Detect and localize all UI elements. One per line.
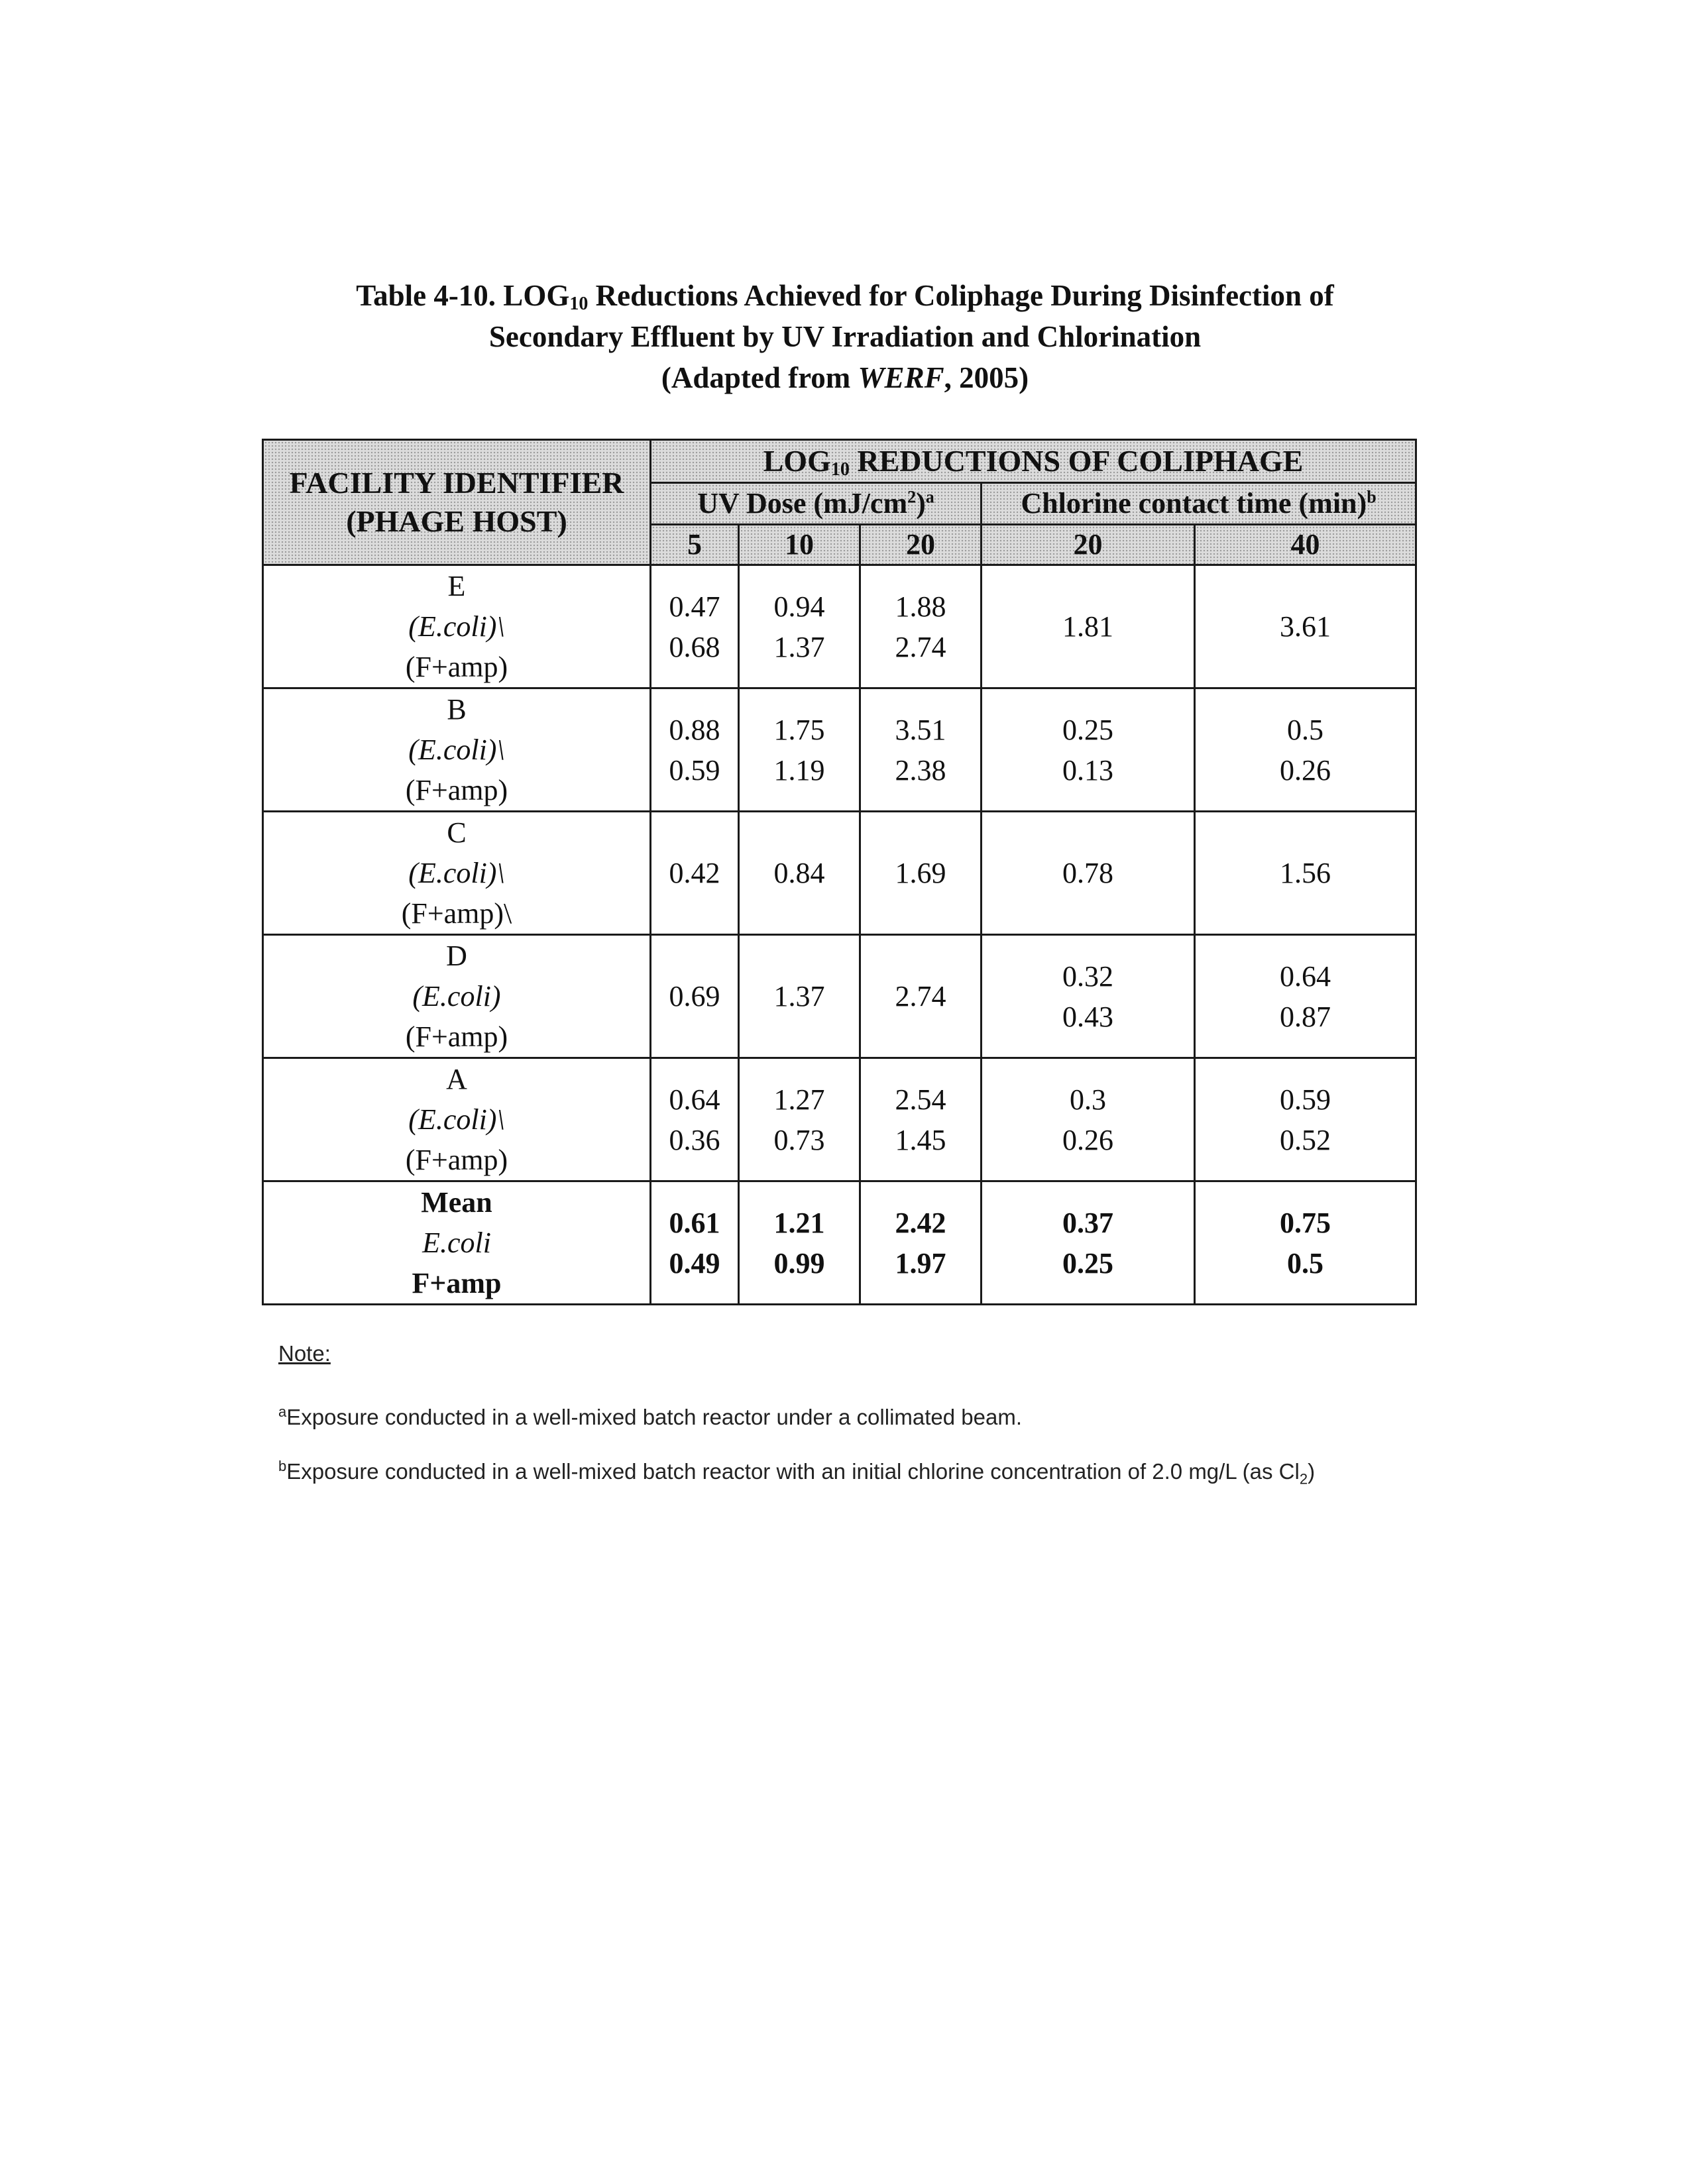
footnote-b: $^b$Exposure conducted in a well-mixed batch reactor with an initial chlorine concentration of 2.0 mg/L (as $Cl_2$) xyxy=(278,1458,1316,1488)
phage-host-ecoli: (E.coli)\ xyxy=(408,734,505,766)
cell-cl20-value: 0.43 xyxy=(1062,1000,1113,1033)
cell-uv20-value: 1.69 xyxy=(895,857,946,889)
cell-uv5-value: 0.47 xyxy=(669,590,720,623)
cell-uv10-value: 0.99 xyxy=(773,1246,825,1280)
cell-uv10-value: 1.37 xyxy=(773,630,825,663)
cell-uv5-value: 0.59 xyxy=(669,753,720,787)
cell-uv20-value: 2.74 xyxy=(895,980,946,1012)
phage-host-famp: F+amp xyxy=(412,1267,502,1299)
cell-uv10 xyxy=(739,688,860,812)
cell-uv10-value: 0.73 xyxy=(773,1123,825,1156)
cell-uv5-value: 0.64 xyxy=(669,1083,720,1116)
phage-host-ecoli: (E.coli)\ xyxy=(408,857,505,889)
table-row xyxy=(263,688,1416,812)
cell-uv5-value: 0.49 xyxy=(669,1246,720,1280)
cell-cl40-value: 0.87 xyxy=(1280,1000,1331,1033)
uv-dose-5-header: 5 xyxy=(651,525,739,565)
cell-uv20 xyxy=(860,1058,982,1181)
facility-cell xyxy=(263,935,651,1058)
cell-cl20 xyxy=(982,812,1195,935)
cell-cl40 xyxy=(1195,812,1416,935)
facility-id: B xyxy=(447,693,467,726)
cell-cl40 xyxy=(1195,935,1416,1058)
table-title xyxy=(265,275,1425,398)
cell-uv20-value: 2.38 xyxy=(895,753,946,787)
chlorine-40-header: 40 xyxy=(1195,525,1416,565)
coliphage-reduction-table xyxy=(262,439,1417,1305)
cell-uv20-value: 1.97 xyxy=(895,1246,946,1280)
cell-uv5 xyxy=(651,1058,739,1181)
cell-cl20-value: 0.78 xyxy=(1062,857,1113,889)
facility-cell xyxy=(263,688,651,812)
chlorine-contact-header: Chlorine contact time $(\min)^b$ xyxy=(982,483,1416,525)
cell-uv10-value: 1.27 xyxy=(773,1083,825,1116)
cell-cl20-value: 0.13 xyxy=(1062,753,1113,787)
log-reductions-header: $LOG_{10}$ REDUCTIONS OF COLIPHAGE xyxy=(651,440,1416,483)
cell-cl40 xyxy=(1195,1181,1416,1305)
facility-id: A xyxy=(446,1063,467,1095)
note-label: Note: xyxy=(278,1341,331,1366)
cell-cl20 xyxy=(982,935,1195,1058)
cell-uv5 xyxy=(651,1181,739,1305)
title-line-1: Table 4-10. $LOG_{10}$ Reductions Achieved for Coliphage During Disinfection of xyxy=(356,279,1334,314)
phage-host-famp: (F+amp) xyxy=(405,1020,508,1053)
cell-uv20-value: 2.74 xyxy=(895,630,946,663)
cell-cl20 xyxy=(982,1181,1195,1305)
cell-cl40 xyxy=(1195,565,1416,688)
cell-uv5-value: 0.61 xyxy=(669,1206,720,1239)
cell-uv20 xyxy=(860,688,982,812)
cell-uv5-value: 0.88 xyxy=(669,713,720,746)
cell-uv20-value: 1.88 xyxy=(895,590,946,623)
cell-uv5 xyxy=(651,565,739,688)
cell-cl40-value: 1.56 xyxy=(1280,857,1331,889)
cell-uv5-value: 0.68 xyxy=(669,630,720,663)
cell-uv10 xyxy=(739,1058,860,1181)
facility-id: E xyxy=(447,570,466,602)
cell-cl20-value: 0.25 xyxy=(1062,1246,1113,1280)
cell-uv10-value: 1.75 xyxy=(773,713,825,746)
cell-uv5-value: 0.42 xyxy=(669,857,720,889)
cell-cl40-value: 0.64 xyxy=(1280,959,1331,993)
cell-uv5-value: 0.36 xyxy=(669,1123,720,1156)
cell-cl40-value: 0.59 xyxy=(1280,1083,1331,1116)
facility-id: D xyxy=(446,940,467,972)
uv-dose-10-header: 10 xyxy=(739,525,860,565)
cell-cl20-value: 1.81 xyxy=(1062,610,1113,643)
cell-uv20 xyxy=(860,812,982,935)
cell-uv10-value: 1.37 xyxy=(773,980,825,1012)
cell-uv10-value: 1.19 xyxy=(773,753,825,787)
cell-cl20-value: 0.37 xyxy=(1062,1206,1113,1239)
cell-uv20-value: 1.45 xyxy=(895,1123,946,1156)
cell-uv20-value: 2.42 xyxy=(895,1206,946,1239)
cell-uv5 xyxy=(651,935,739,1058)
mean-row xyxy=(263,1181,1416,1305)
chlorine-20-header: 20 xyxy=(982,525,1195,565)
cell-cl40-value: 3.61 xyxy=(1280,610,1331,643)
cell-cl40-value: 0.5 xyxy=(1287,713,1324,746)
cell-uv20-value: 2.54 xyxy=(895,1083,946,1116)
table-row xyxy=(263,935,1416,1058)
cell-cl20-value: 0.3 xyxy=(1070,1083,1106,1116)
cell-uv5 xyxy=(651,688,739,812)
cell-cl40-value: 0.52 xyxy=(1280,1123,1331,1156)
cell-uv20-value: 3.51 xyxy=(895,713,946,746)
uv-dose-header: UV Dose $(mJ/cm^2)^a$ xyxy=(651,483,982,525)
phage-host-famp: (F+amp) xyxy=(405,1144,508,1176)
cell-cl40 xyxy=(1195,688,1416,812)
cell-cl40-value: 0.5 xyxy=(1287,1246,1324,1280)
cell-uv20 xyxy=(860,935,982,1058)
facility-identifier-header: FACILITY IDENTIFIER (PHAGE HOST) xyxy=(263,440,651,565)
cell-cl20 xyxy=(982,565,1195,688)
phage-host-famp: (F+amp) xyxy=(405,774,508,806)
facility-id: C xyxy=(447,816,467,849)
cell-uv10-value: 1.21 xyxy=(773,1206,825,1239)
mean-label-cell xyxy=(263,1181,651,1305)
cell-uv10-value: 0.94 xyxy=(773,590,825,623)
cell-uv10 xyxy=(739,812,860,935)
uv-dose-20-header: 20 xyxy=(860,525,982,565)
cell-uv20 xyxy=(860,1181,982,1305)
phage-host-ecoli: (E.coli)\ xyxy=(408,610,505,643)
table-row xyxy=(263,812,1416,935)
cell-cl20-value: 0.25 xyxy=(1062,713,1113,746)
phage-host-ecoli: E.coli xyxy=(422,1227,491,1259)
phage-host-famp: (F+amp) xyxy=(405,651,508,683)
mean-label: Mean xyxy=(421,1186,492,1219)
phage-host-ecoli: (E.coli) xyxy=(412,980,501,1012)
cell-cl20 xyxy=(982,688,1195,812)
cell-uv10 xyxy=(739,565,860,688)
title-line-3: (Adapted from WERF, 2005) xyxy=(661,361,1029,394)
cell-uv5-value: 0.69 xyxy=(669,980,720,1012)
cell-cl20 xyxy=(982,1058,1195,1181)
cell-uv10 xyxy=(739,935,860,1058)
cell-cl40-value: 0.75 xyxy=(1280,1206,1331,1239)
facility-cell xyxy=(263,1058,651,1181)
footnote-a: $^a$Exposure conducted in a well-mixed batch reactor under a collimated beam. xyxy=(278,1403,1023,1429)
cell-cl40-value: 0.26 xyxy=(1280,753,1331,787)
table-notes xyxy=(278,1338,1418,1513)
phage-host-ecoli: (E.coli)\ xyxy=(408,1103,505,1136)
table-row xyxy=(263,1058,1416,1181)
cell-uv20 xyxy=(860,565,982,688)
cell-uv5 xyxy=(651,812,739,935)
cell-cl20-value: 0.26 xyxy=(1062,1123,1113,1156)
cell-uv10-value: 0.84 xyxy=(773,857,825,889)
cell-cl20-value: 0.32 xyxy=(1062,959,1113,993)
facility-cell xyxy=(263,565,651,688)
phage-host-famp: (F+amp)\ xyxy=(401,897,512,930)
table-row xyxy=(263,565,1416,688)
facility-cell xyxy=(263,812,651,935)
title-line-2: Secondary Effluent by UV Irradiation and Chlorination xyxy=(488,320,1202,353)
cell-uv10 xyxy=(739,1181,860,1305)
cell-cl40 xyxy=(1195,1058,1416,1181)
